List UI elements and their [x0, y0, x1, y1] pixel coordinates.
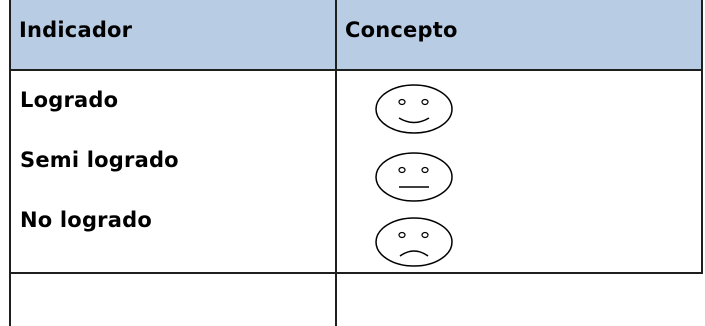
header-indicador: Indicador	[19, 18, 133, 42]
neutral-face-icon	[374, 150, 454, 204]
header-divider	[9, 69, 703, 71]
header-cell-indicador	[9, 0, 336, 70]
evaluation-table	[9, 0, 703, 326]
header-cell-concepto	[336, 0, 703, 70]
table-border-left	[9, 0, 11, 326]
indicator-no-logrado: No logrado	[20, 208, 152, 232]
indicator-logrado: Logrado	[20, 88, 119, 112]
sad-face-icon	[374, 215, 454, 269]
table-border-right	[701, 0, 703, 274]
smiling-face-icon	[374, 82, 454, 136]
indicator-semi-logrado: Semi logrado	[20, 148, 179, 172]
table-column-divider	[335, 0, 337, 326]
row-divider	[9, 272, 703, 274]
header-concepto: Concepto	[345, 18, 458, 42]
